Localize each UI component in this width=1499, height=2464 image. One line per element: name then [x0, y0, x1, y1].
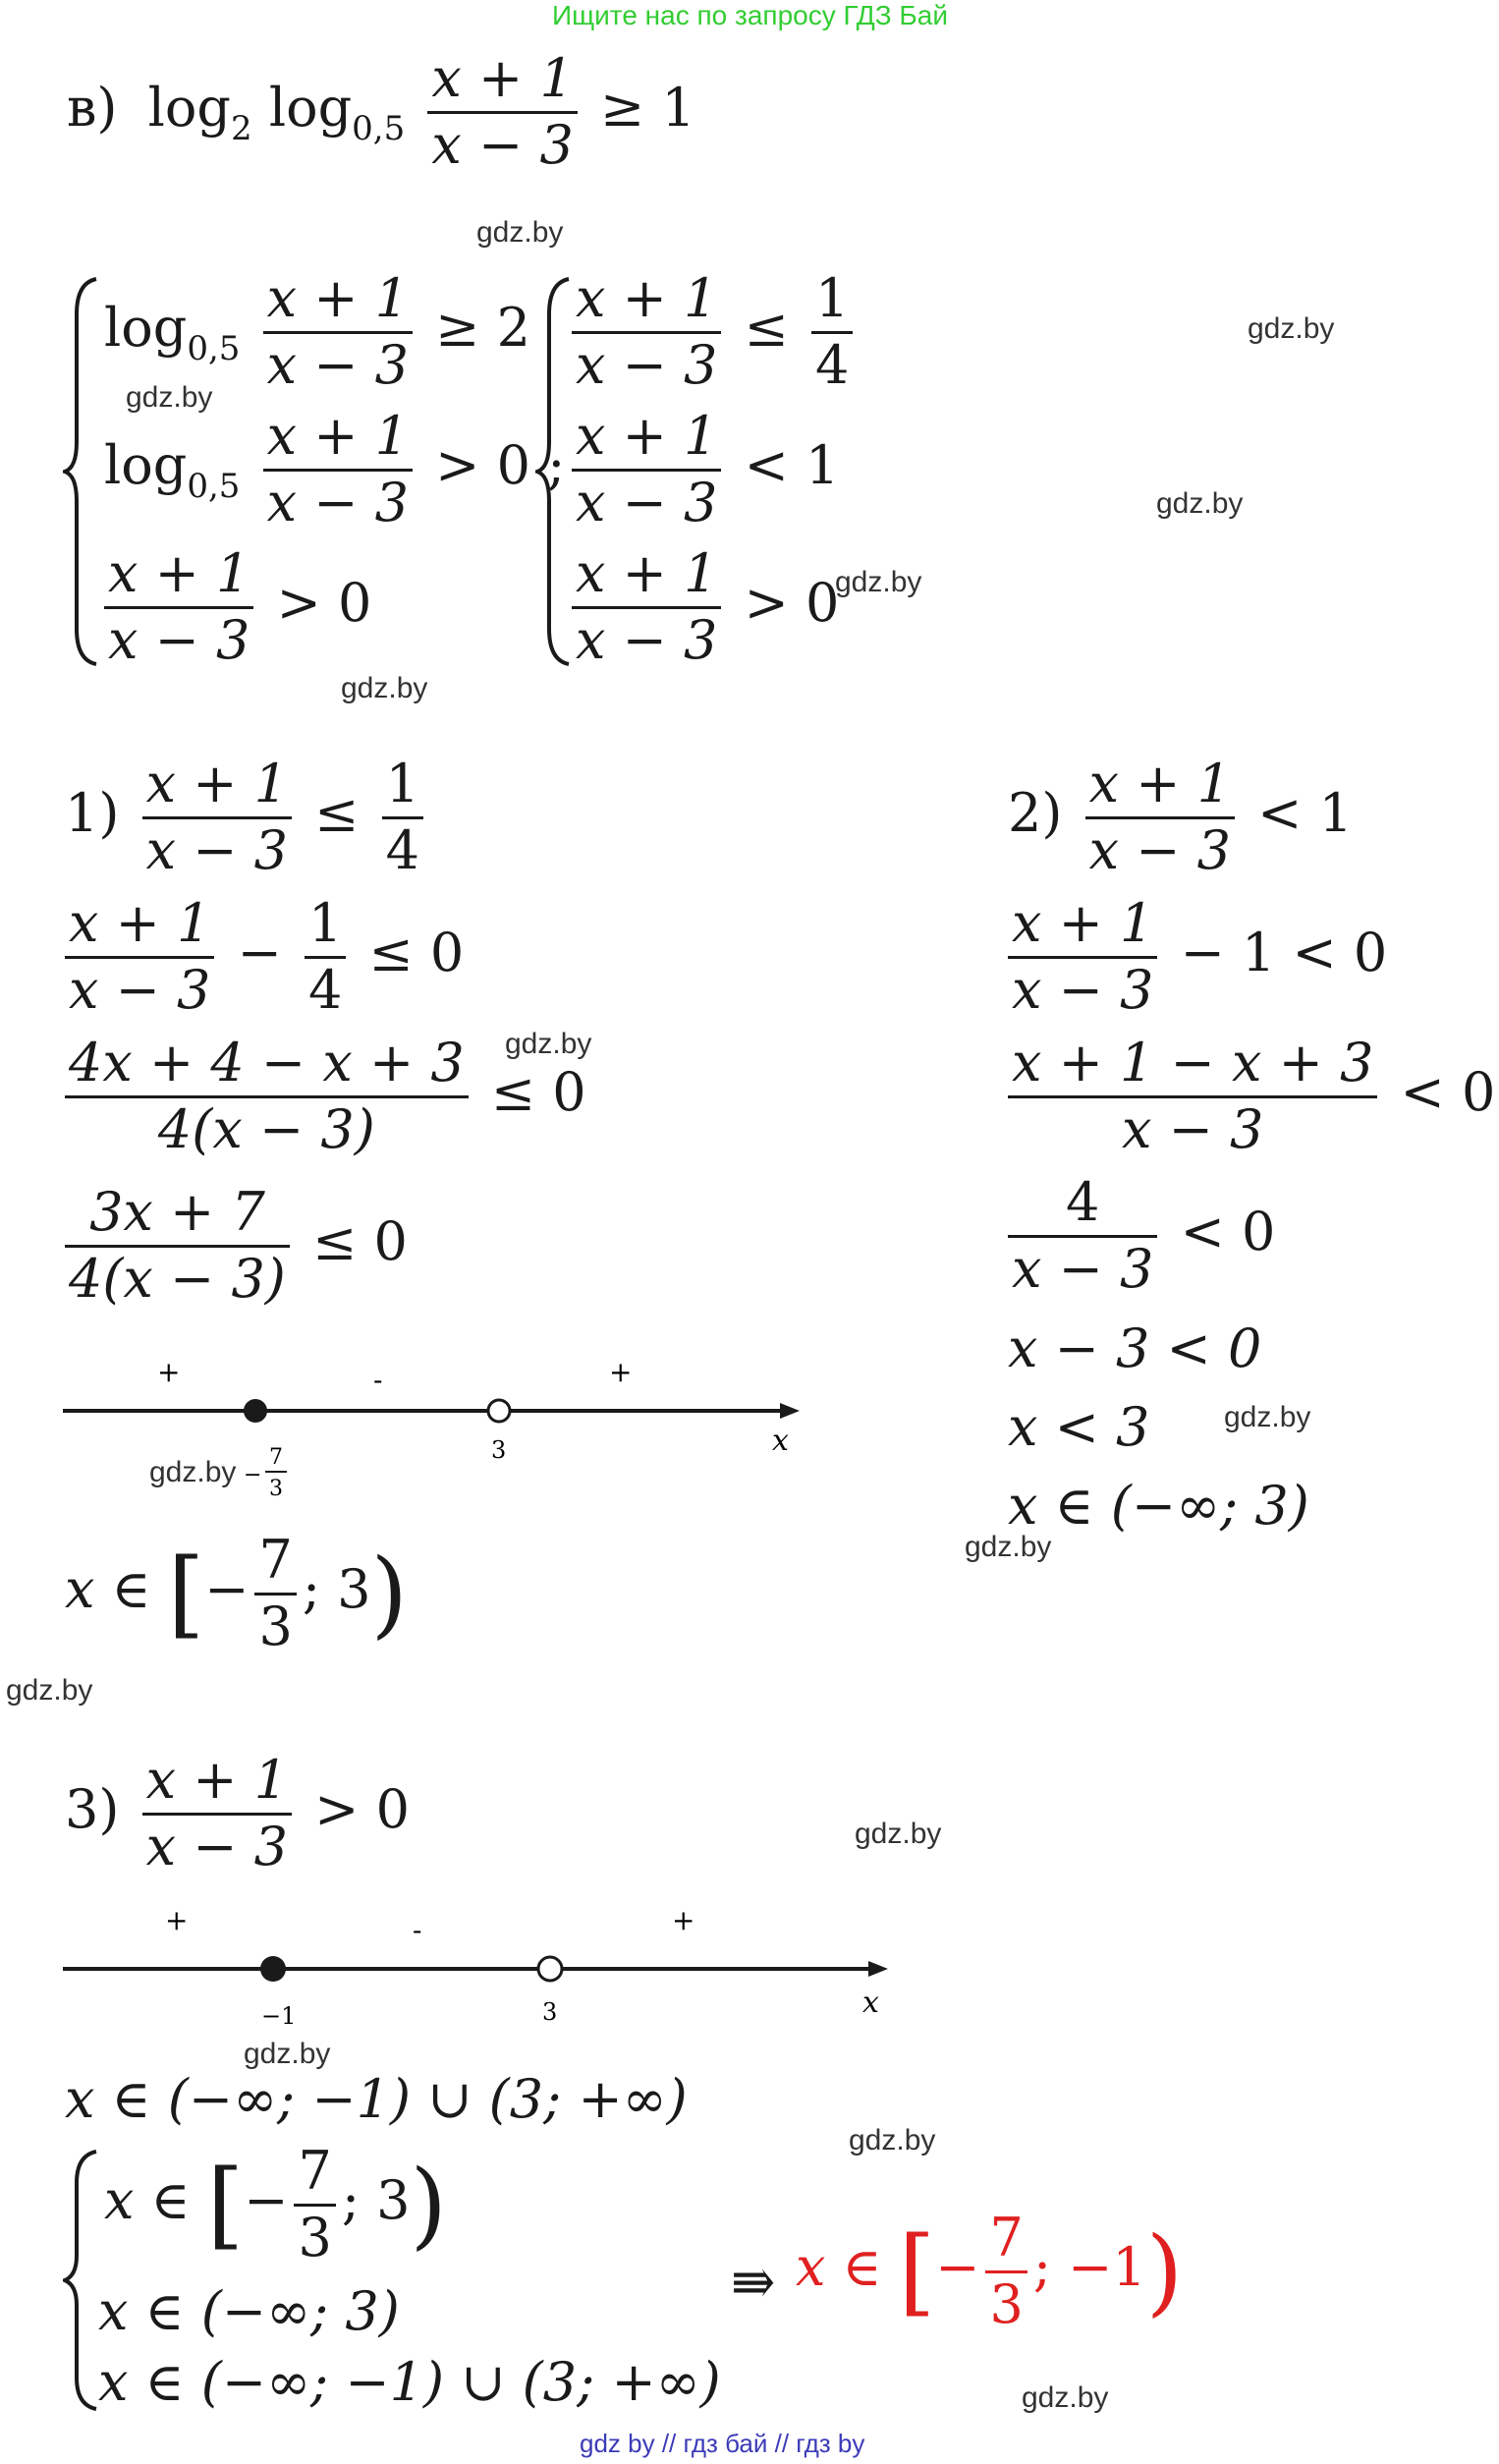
final-answer: x ∈ [− $\frac{7}{3}$ ; −1): [796, 2207, 1184, 2335]
watermark: gdz.by: [244, 2038, 331, 2070]
point-label-minus: −: [244, 1463, 262, 1487]
left-system-row3: $\frac{x + 1}{x - 3}$ > 0: [98, 542, 371, 672]
sign-minus: -: [413, 1914, 422, 1946]
open-point: [488, 1400, 510, 1422]
sign-plus: +: [672, 1904, 695, 1936]
part3-answer: x ∈ (−∞; −1) ∪ (3; +∞): [65, 2068, 688, 2130]
sign-plus: +: [157, 1356, 181, 1388]
part3-number-line: [59, 1900, 904, 2028]
watermark: gdz.by: [855, 1818, 942, 1850]
watermark: gdz.by: [341, 672, 428, 704]
footer-links[interactable]: gdz by // гдз бай // гдз by: [580, 2429, 865, 2458]
watermark: gdz.by: [1248, 312, 1335, 345]
watermark: gdz.by: [1156, 487, 1244, 520]
filled-point: [260, 1956, 286, 1982]
watermark: gdz.by: [505, 1028, 592, 1060]
final-system-row2: x ∈ (−∞; 3): [98, 2280, 400, 2342]
watermark: gdz.by: [1022, 2381, 1109, 2414]
problem-statement: в) $\log_2 \log_{0,5}$ $\frac{x + 1}{x - 3}$ ≥ 1: [67, 47, 695, 176]
axis-var: x: [862, 1986, 879, 2020]
filled-point: [244, 1399, 267, 1423]
sign-plus: +: [609, 1356, 633, 1388]
left-system-brace: [63, 275, 102, 668]
sign-minus: -: [373, 1364, 383, 1396]
final-system-row1: x ∈ [− $\frac{7}{3}$ ; 3): [104, 2140, 447, 2268]
open-point: [538, 1957, 562, 1981]
problem-fraction: $\frac{x + 1}{x - 3}$: [427, 47, 577, 177]
watermark: gdz.by: [835, 566, 922, 598]
part1-step4: $\frac{3x + 7}{4(x - 3)}$ ≤ 0: [59, 1181, 408, 1311]
problem-label: в): [67, 77, 118, 140]
point-label-den: 3: [269, 1477, 283, 1501]
part2-step1: 2) $\frac{x + 1}{x - 3}$ < 1: [1008, 753, 1353, 881]
part2-step4: $\frac{4}{x - 3}$ < 0: [1002, 1171, 1275, 1301]
watermark: gdz.by: [149, 1456, 237, 1488]
part1-step2: $\frac{x + 1}{x - 3}$ − $\frac{1}{4}$ ≤ 0: [59, 892, 464, 1022]
point-label-minus1: −1: [261, 2002, 297, 2028]
sign-plus: +: [165, 1904, 189, 1936]
watermark: gdz.by: [849, 2124, 936, 2156]
axis-var: x: [772, 1424, 789, 1458]
left-system-row2: $\log_{0,5}$ $\frac{x + 1}{x - 3}$ > 0 ;: [104, 405, 566, 533]
part2-step5: x − 3 < 0: [1008, 1317, 1262, 1379]
watermark: gdz.by: [1224, 1401, 1311, 1433]
top-banner[interactable]: Ищите нас по запросу ГДЗ Бай: [552, 0, 949, 30]
part2-step3: $\frac{x + 1 - x + 3}{x - 3}$ < 0: [1002, 1032, 1495, 1161]
final-system-row3: x ∈ (−∞; −1) ∪ (3; +∞): [98, 2351, 721, 2413]
part2-step6: x < 3: [1008, 1396, 1150, 1458]
part3-step1: 3) $\frac{x + 1}{x - 3}$ > 0: [65, 1749, 410, 1877]
watermark: gdz.by: [476, 216, 564, 249]
right-system-row2: $\frac{x + 1}{x - 3}$ < 1: [566, 405, 839, 534]
part2-answer: x ∈ (−∞; 3): [1008, 1475, 1309, 1537]
watermark: gdz.by: [126, 381, 213, 414]
part1-answer: x ∈ [− $\frac{7}{3}$ ; 3): [65, 1529, 408, 1657]
watermark: gdz.by: [965, 1531, 1052, 1563]
point-label-num: 7: [269, 1445, 283, 1470]
part1-step1: 1) $\frac{x + 1}{x - 3}$ ≤ $\frac{1}{4}$: [65, 753, 429, 882]
left-system-row1: $\log_{0,5}$ $\frac{x + 1}{x - 3}$ ≥ 2: [104, 267, 530, 396]
implication-arrow: ⇛: [731, 2251, 776, 2313]
final-system-brace: [63, 2148, 102, 2413]
part1-step3: $\frac{4x + 4 - x + 3}{4(x - 3)}$ ≤ 0: [59, 1032, 586, 1161]
point-label-3: 3: [542, 1998, 558, 2026]
right-system-row3: $\frac{x + 1}{x - 3}$ > 0: [566, 542, 839, 672]
right-system-row1: $\frac{x + 1}{x - 3}$ ≤ $\frac{1}{4}$: [566, 267, 859, 397]
part2-step2: $\frac{x + 1}{x - 3}$ − 1 < 0: [1002, 892, 1387, 1022]
point-label-3: 3: [491, 1436, 507, 1464]
watermark: gdz.by: [6, 1674, 93, 1707]
